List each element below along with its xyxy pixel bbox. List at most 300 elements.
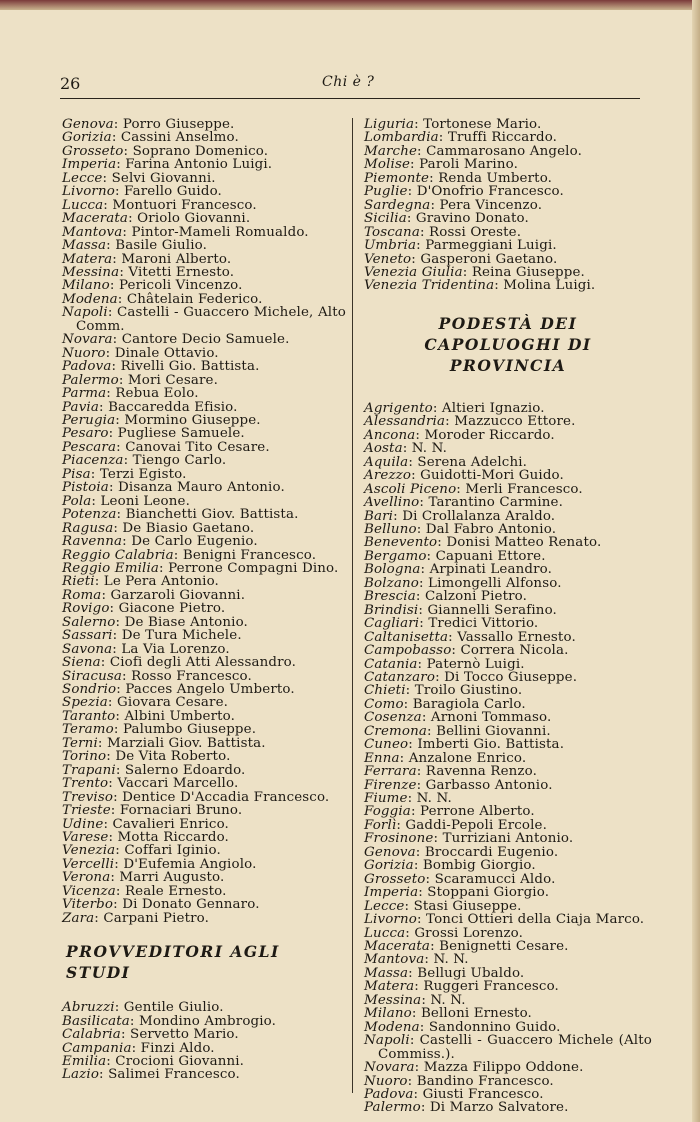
list-item: Piacenza: Tiengo Carlo. xyxy=(62,453,227,469)
entry-name: Porro Giuseppe. xyxy=(122,117,235,132)
entry-name: Crocioni Giovanni. xyxy=(115,1054,245,1069)
entry-name: Coffari Iginio. xyxy=(124,843,221,859)
list-item: Molise: Paroli Marino. xyxy=(364,157,518,173)
entry-name: Fornaciari Bruno. xyxy=(119,803,243,819)
entry-place: Livorno xyxy=(364,912,417,928)
entry-name: Arnoni Tommaso. xyxy=(430,710,552,726)
entry-name: Troilo Giustino. xyxy=(414,683,523,699)
entry-place: Alessandria xyxy=(364,414,446,430)
entry-place: Lecce xyxy=(364,898,405,914)
list-item: Veneto: Gasperoni Gaetano. xyxy=(364,251,558,267)
entry-name: Paroli Marino. xyxy=(419,157,518,173)
entry-place: Livorno xyxy=(62,184,115,200)
entry-name: N. N. xyxy=(433,952,469,968)
entry-place: Pescara xyxy=(62,439,117,455)
entry-place: Ragusa xyxy=(62,520,114,536)
entry-place: Catania xyxy=(364,656,418,672)
entry-place: Perugia xyxy=(62,412,116,428)
entry-place: Fiume xyxy=(364,791,408,807)
list-item: Teramo: Palumbo Giuseppe. xyxy=(62,722,257,738)
entry-name: Vassallo Ernesto. xyxy=(457,629,576,645)
entry-name: Di Marzo Salvatore. xyxy=(429,1100,569,1116)
list-item: Puglie: D'Onofrio Francesco. xyxy=(364,184,564,200)
list-item: Sardegna: Pera Vincenzo. xyxy=(364,197,543,213)
entry-name: Serena Adelchi. xyxy=(417,454,528,470)
entry-name: Ciofi degli Atti Alessandro. xyxy=(109,655,297,671)
list-item: Spezia: Giovara Cesare. xyxy=(62,695,229,711)
entry-place: Macerata xyxy=(62,211,129,227)
entry-place: Matera xyxy=(364,979,415,995)
entry-place: Ancona xyxy=(364,427,416,443)
entry-name: Dentice D'Accadia Francesco. xyxy=(122,789,330,805)
list-item: Venezia Giulia: Reina Giuseppe. xyxy=(364,264,585,280)
entry-name: Perrone Compagni Dino. xyxy=(168,560,339,576)
entry-name: Broccardi Eugenio. xyxy=(424,844,559,860)
list-item: Matera: Ruggeri Francesco. xyxy=(364,979,559,995)
list-item: Cuneo: Imberti Gio. Battista. xyxy=(364,737,565,753)
entry-place: Reggio Calabria xyxy=(62,547,174,563)
entry-place: Sicilia xyxy=(364,211,407,227)
entry-place: Puglie xyxy=(364,184,408,200)
entry-place: Rieti xyxy=(62,574,95,590)
entry-name: De Biasio Gaetano. xyxy=(122,520,255,536)
list-item: Brescia: Calzoni Pietro. xyxy=(364,589,528,605)
entry-place: Gorizia xyxy=(62,130,112,146)
entry-name: Turriziani Antonio. xyxy=(442,831,574,847)
entry-place: Frosinone xyxy=(364,831,434,847)
entry-place: Ascoli Piceno xyxy=(364,481,457,497)
entry-name: Molina Luigi. xyxy=(503,278,596,294)
list-item: Agrigento: Altieri Ignazio. xyxy=(364,400,545,416)
entry-place: Piacenza xyxy=(62,453,124,469)
entry-name: Bellugi Ubaldo. xyxy=(417,965,525,981)
list-item: Cosenza: Arnoni Tommaso. xyxy=(364,710,552,726)
list-item: Milano: Belloni Ernesto. xyxy=(364,1006,532,1022)
entry-name: Guidotti-Mori Guido. xyxy=(420,468,564,484)
list-item: Arezzo: Guidotti-Mori Guido. xyxy=(364,468,564,484)
list-item: Sicilia: Gravino Donato. xyxy=(364,211,529,227)
provveditori-continued-list xyxy=(364,118,652,293)
entry-place: Campobasso xyxy=(364,643,452,659)
list-item: Lecce: Selvi Giovanni. xyxy=(62,170,216,186)
list-item: Modena: Châtelain Federico. xyxy=(62,291,263,307)
entry-name: Farina Antonio Luigi. xyxy=(125,157,273,173)
entry-name: Grossi Lorenzo. xyxy=(414,925,524,941)
list-item: Gorizia: Bombig Giorgio. xyxy=(364,858,536,874)
list-item: Varese: Motta Riccardo. xyxy=(62,830,229,846)
list-item: Messina: Vitetti Ernesto. xyxy=(62,264,235,280)
podesta-list xyxy=(364,402,652,1115)
list-item: Enna: Anzalone Enrico. xyxy=(364,750,527,766)
entry-place: Lucca xyxy=(364,925,406,941)
entry-name: N. N. xyxy=(411,441,448,457)
entry-place: Novara xyxy=(364,1060,415,1076)
entry-name: Mondino Ambrogio. xyxy=(138,1013,277,1029)
list-item: Grosseto: Scaramucci Aldo. xyxy=(364,871,556,887)
list-item: Bari: Di Crollalanza Araldo. xyxy=(364,508,556,524)
entry-place: Cremona xyxy=(364,723,427,739)
list-item: Vicenza: Reale Ernesto. xyxy=(62,883,227,899)
entry-place: Salerno xyxy=(62,614,116,630)
entry-place: Ferrara xyxy=(364,764,417,780)
entry-name: Marziali Giov. Battista. xyxy=(106,735,266,751)
entry-place: Catanzaro xyxy=(364,669,436,685)
list-item: Genova: Porro Giuseppe. xyxy=(62,117,235,132)
list-item: Calabria: Servetto Mario. xyxy=(62,1027,239,1043)
entry-place: Ravenna xyxy=(62,534,123,550)
prefetti-list xyxy=(62,118,346,925)
list-item: Venezia Tridentina: Molina Luigi. xyxy=(364,278,596,294)
entry-place: Parma xyxy=(62,386,107,402)
list-item: Udine: Cavalieri Enrico. xyxy=(62,816,229,832)
entry-place: Teramo xyxy=(62,722,114,738)
entry-name: Anzalone Enrico. xyxy=(408,750,527,766)
entry-place: Bologna xyxy=(364,562,421,578)
list-item: Modena: Sandonnino Guido. xyxy=(364,1019,561,1035)
right-column xyxy=(364,118,652,1115)
list-item: Palermo: Mori Cesare. xyxy=(62,372,219,388)
entry-place: Venezia Giulia xyxy=(364,264,463,280)
entry-place: Lombardia xyxy=(364,130,439,146)
page-header xyxy=(60,72,640,99)
entry-place: Nuoro xyxy=(364,1073,408,1089)
entry-name: Merli Francesco. xyxy=(465,481,583,497)
entry-place: Trieste xyxy=(62,803,111,819)
entry-place: Avellino xyxy=(364,495,420,511)
list-item: Bolzano: Limongelli Alfonso. xyxy=(364,575,562,591)
entry-name: Truffi Riccardo. xyxy=(447,130,558,146)
entry-name: Ravenna Renzo. xyxy=(425,764,538,780)
list-item: Pavia: Baccaredda Efisio. xyxy=(62,399,238,415)
list-item: Abruzzi: Gentile Giulio. xyxy=(62,1000,224,1016)
entry-name: Cavalieri Enrico. xyxy=(112,816,229,832)
entry-name: Stoppani Giorgio. xyxy=(427,885,550,901)
entry-place: Basilicata xyxy=(62,1013,130,1029)
entry-name: Reale Ernesto. xyxy=(124,883,227,899)
list-item: Torino: De Vita Roberto. xyxy=(62,749,231,765)
entry-name: Castelli - Guaccero Michele, Alto Comm. xyxy=(76,305,346,334)
entry-name: N. N. xyxy=(430,992,466,1008)
list-item: Liguria: Tortonese Mario. xyxy=(364,117,542,132)
list-item: Nuoro: Bandino Francesco. xyxy=(364,1073,554,1089)
entry-name: Moroder Riccardo. xyxy=(424,427,555,443)
entry-place: Bari xyxy=(364,508,394,524)
list-item: Livorno: Farello Guido. xyxy=(62,184,222,200)
entry-place: Toscana xyxy=(364,224,420,240)
entry-place: Rovigo xyxy=(62,601,110,617)
entry-name: Perrone Alberto. xyxy=(420,804,535,820)
list-item: Fiume: N. N. xyxy=(364,791,452,807)
entry-name: D'Onofrio Francesco. xyxy=(416,184,564,200)
list-item: Mantova: N. N. xyxy=(364,952,469,968)
list-item: Zara: Carpani Pietro. xyxy=(62,910,210,926)
entry-place: Pisa xyxy=(62,466,91,482)
entry-name: Baccaredda Efisio. xyxy=(108,399,238,415)
list-item: Campobasso: Correra Nicola. xyxy=(364,643,569,659)
entry-place: Bolzano xyxy=(364,575,419,591)
entry-name: Belloni Ernesto. xyxy=(420,1006,532,1022)
entry-place: Forlì xyxy=(364,817,397,833)
list-item: Treviso: Dentice D'Accadia Francesco. xyxy=(62,789,330,805)
entry-name: Pugliese Samuele. xyxy=(117,426,245,442)
list-item: Nuoro: Dinale Ottavio. xyxy=(62,345,219,361)
entry-name: Palumbo Giuseppe. xyxy=(122,722,257,738)
entry-place: Benevento xyxy=(364,535,438,551)
entry-name: Gaddi-Pepoli Ercole. xyxy=(405,817,548,833)
list-item: Basilicata: Mondino Ambrogio. xyxy=(62,1013,277,1029)
entry-name: Scaramucci Aldo. xyxy=(434,871,556,887)
entry-name: Tonci Ottieri della Ciaja Marco. xyxy=(426,912,645,928)
entry-name: Gravino Donato. xyxy=(415,211,529,227)
entry-name: Pericoli Vincenzo. xyxy=(118,278,243,294)
entry-place: Padova xyxy=(364,1087,414,1102)
entry-name: Servetto Mario. xyxy=(130,1027,239,1043)
entry-place: Arezzo xyxy=(364,468,412,484)
entry-place: Pavia xyxy=(62,399,99,415)
entry-name: Disanza Mauro Antonio. xyxy=(118,480,285,496)
entry-name: Renda Umberto. xyxy=(438,170,553,186)
list-item: Imperia: Farina Antonio Luigi. xyxy=(62,157,273,173)
entry-place: Brescia xyxy=(364,589,416,605)
list-item: Belluno: Dal Fabro Antonio. xyxy=(364,521,557,537)
entry-place: Brindisi xyxy=(364,602,419,618)
entry-place: Piemonte xyxy=(364,170,430,186)
entry-place: Umbria xyxy=(364,238,417,254)
list-item: Foggia: Perrone Alberto. xyxy=(364,804,535,820)
entry-name: Mormino Giuseppe. xyxy=(124,412,261,428)
entry-name: Farello Guido. xyxy=(124,184,222,200)
entry-place: Abruzzi xyxy=(62,1000,115,1016)
list-item: Perugia: Mormino Giuseppe. xyxy=(62,412,261,428)
entry-name: Correra Nicola. xyxy=(460,643,569,659)
list-item: Como: Baragiola Carlo. xyxy=(364,696,526,712)
entry-name: Bandino Francesco. xyxy=(416,1073,554,1089)
entry-place: Emilia xyxy=(62,1054,107,1069)
list-item: Catania: Paternò Luigi. xyxy=(364,656,525,672)
list-item: Bergamo: Capuani Ettore. xyxy=(364,548,546,564)
entry-name: Stasi Giuseppe. xyxy=(413,898,522,914)
list-item: Cremona: Bellini Giovanni. xyxy=(364,723,551,739)
entry-place: Vicenza xyxy=(62,883,116,899)
entry-name: De Tura Michele. xyxy=(121,628,242,644)
list-item: Aquila: Serena Adelchi. xyxy=(364,454,528,470)
list-item: Pistoia: Disanza Mauro Antonio. xyxy=(62,480,285,496)
entry-place: Pola xyxy=(62,493,92,509)
entry-place: Cagliari xyxy=(364,616,420,632)
list-item: Terni: Marziali Giov. Battista. xyxy=(62,735,266,751)
list-item: Firenze: Garbasso Antonio. xyxy=(364,777,553,793)
entry-name: Rossi Oreste. xyxy=(429,224,522,240)
list-item: Roma: Garzaroli Giovanni. xyxy=(62,587,246,603)
entry-place: Viterbo xyxy=(62,897,114,913)
entry-name: Basile Giulio. xyxy=(115,238,208,254)
entry-place: Matera xyxy=(62,251,113,267)
entry-name: Le Pera Antonio. xyxy=(103,574,219,590)
entry-name: Garzaroli Giovanni. xyxy=(110,587,246,603)
entry-place: Molise xyxy=(364,157,411,173)
entry-place: Genova xyxy=(62,117,114,132)
list-item: Vercelli: D'Eufemia Angiolo. xyxy=(62,856,257,872)
list-item: Chieti: Troilo Giustino. xyxy=(364,683,523,699)
page-number: 26 xyxy=(60,74,81,93)
list-item: Caltanisetta: Vassallo Ernesto. xyxy=(364,629,576,645)
entry-place: Venezia Tridentina xyxy=(364,278,495,294)
entry-name: Selvi Giovanni. xyxy=(111,170,216,186)
entry-place: Pistoia xyxy=(62,480,109,496)
entry-place: Zara xyxy=(62,910,95,926)
list-item: Ferrara: Ravenna Renzo. xyxy=(364,764,538,780)
section-heading-podesta-text: PODESTÀ DEI CAPOLUOGHI DI PROVINCIA xyxy=(424,313,592,375)
entry-name: Canovai Tito Cesare. xyxy=(125,439,270,455)
list-item: Ascoli Piceno: Merli Francesco. xyxy=(364,481,583,497)
entry-name: Tarantino Carmine. xyxy=(428,495,564,511)
entry-name: Reina Giuseppe. xyxy=(471,264,585,280)
entry-place: Napoli xyxy=(62,305,108,321)
entry-place: Massa xyxy=(364,965,409,981)
entry-place: Aquila xyxy=(364,454,409,470)
entry-name: Di Crollalanza Araldo. xyxy=(402,508,556,524)
entry-name: Castelli - Guaccero Michele (Alto Commiss.). xyxy=(378,1033,652,1062)
entry-place: Torino xyxy=(62,749,107,765)
list-item: Venezia: Coffari Iginio. xyxy=(62,843,221,859)
list-item: Umbria: Parmeggiani Luigi. xyxy=(364,238,557,254)
list-item: Lombardia: Truffi Riccardo. xyxy=(364,130,558,146)
list-item: Macerata: Oriolo Giovanni. xyxy=(62,211,251,227)
list-item: Verona: Marri Augusto. xyxy=(62,870,225,886)
entry-name: Cantore Decio Samuele. xyxy=(121,332,290,348)
entry-name: Paternò Luigi. xyxy=(426,656,525,672)
list-item: Reggio Emilia: Perrone Compagni Dino. xyxy=(62,560,339,576)
entry-name: Imberti Gio. Battista. xyxy=(417,737,565,753)
entry-place: Marche xyxy=(364,143,418,159)
list-item: Macerata: Benignetti Cesare. xyxy=(364,939,569,955)
left-column xyxy=(62,118,346,1082)
entry-place: Sardegna xyxy=(364,197,431,213)
list-item: Marche: Cammarosano Angelo. xyxy=(364,143,582,159)
entry-place: Milano xyxy=(62,278,110,294)
entry-name: Bombig Giorgio. xyxy=(422,858,536,874)
list-item: Napoli: Castelli - Guaccero Michele (Alto Commiss.). xyxy=(364,1033,652,1062)
entry-name: Benigni Francesco. xyxy=(182,547,317,563)
page-right-edge xyxy=(692,0,700,1122)
entry-place: Roma xyxy=(62,587,102,603)
entry-name: Carpani Pietro. xyxy=(103,910,210,926)
entry-place: Lazio xyxy=(62,1067,100,1083)
entry-name: Giusti Francesco. xyxy=(422,1087,544,1102)
entry-name: Châtelain Federico. xyxy=(126,291,263,307)
list-item: Gorizia: Cassini Anselmo. xyxy=(62,130,239,146)
entry-name: Tredici Vittorio. xyxy=(428,616,539,632)
entry-name: La Via Lorenzo. xyxy=(121,641,230,657)
list-item: Imperia: Stoppani Giorgio. xyxy=(364,885,550,901)
list-item: Lucca: Montuori Francesco. xyxy=(62,197,257,213)
entry-name: Montuori Francesco. xyxy=(112,197,257,213)
entry-place: Imperia xyxy=(62,157,117,173)
list-item: Reggio Calabria: Benigni Francesco. xyxy=(62,547,317,563)
list-item: Novara: Cantore Decio Samuele. xyxy=(62,332,290,348)
entry-place: Nuoro xyxy=(62,345,106,361)
entry-place: Varese xyxy=(62,830,109,846)
list-item: Rovigo: Giacone Pietro. xyxy=(62,601,226,617)
entry-place: Enna xyxy=(364,750,400,766)
list-item: Pola: Leoni Leone. xyxy=(62,493,191,509)
entry-place: Treviso xyxy=(62,789,114,805)
list-item: Padova: Rivelli Gio. Battista. xyxy=(62,359,260,375)
entry-place: Grosseto xyxy=(364,871,426,887)
entry-name: Maroni Alberto. xyxy=(121,251,232,267)
entry-name: N. N. xyxy=(416,791,452,807)
entry-name: Garbasso Antonio. xyxy=(425,777,553,793)
entry-name: Gentile Giulio. xyxy=(123,1000,224,1016)
entry-place: Potenza xyxy=(62,507,117,523)
list-item: Napoli: Castelli - Guaccero Michele, Alto Comm. xyxy=(62,305,346,334)
entry-name: Bellini Giovanni. xyxy=(436,723,551,739)
entry-place: Trento xyxy=(62,776,109,792)
list-item: Pisa: Terzi Egisto. xyxy=(62,466,187,482)
entry-place: Taranto xyxy=(62,708,116,724)
list-item: Potenza: Bianchetti Giov. Battista. xyxy=(62,507,299,523)
entry-name: Pera Vincenzo. xyxy=(439,197,543,213)
entry-place: Spezia xyxy=(62,695,108,711)
list-item: Livorno: Tonci Ottieri della Ciaja Marco. xyxy=(364,912,645,928)
entry-place: Aosta xyxy=(364,441,403,457)
list-item: Matera: Maroni Alberto. xyxy=(62,251,232,267)
entry-name: Pintor-Mameli Romualdo. xyxy=(131,224,309,240)
entry-place: Messina xyxy=(364,992,422,1008)
entry-place: Belluno xyxy=(364,521,417,537)
provveditori-list xyxy=(62,1001,346,1082)
entry-name: Sandonnino Guido. xyxy=(428,1019,561,1035)
entry-place: Udine xyxy=(62,816,104,832)
entry-name: Rebua Eolo. xyxy=(115,386,199,402)
list-item: Lazio: Salimei Francesco. xyxy=(62,1067,240,1083)
list-item: Piemonte: Renda Umberto. xyxy=(364,170,553,186)
entry-name: Baragiola Carlo. xyxy=(412,696,526,712)
list-item: Frosinone: Turriziani Antonio. xyxy=(364,831,574,847)
entry-place: Lucca xyxy=(62,197,104,213)
entry-place: Vercelli xyxy=(62,856,115,872)
entry-place: Siracusa xyxy=(62,668,123,684)
entry-name: Altieri Ignazio. xyxy=(441,400,545,416)
list-item: Siracusa: Rosso Francesco. xyxy=(62,668,252,684)
entry-name: Rosso Francesco. xyxy=(131,668,252,684)
entry-name: Giannelli Serafino. xyxy=(427,602,557,618)
entry-place: Macerata xyxy=(364,939,431,955)
list-item: Rieti: Le Pera Antonio. xyxy=(62,574,219,590)
list-item: Toscana: Rossi Oreste. xyxy=(364,224,522,240)
list-item: Salerno: De Biase Antonio. xyxy=(62,614,248,630)
list-item: Messina: N. N. xyxy=(364,992,466,1008)
list-item: Siena: Ciofi degli Atti Alessandro. xyxy=(62,655,297,671)
page-top-edge xyxy=(0,0,700,10)
entry-name: Salerno Edoardo. xyxy=(124,762,246,778)
entry-name: Benignetti Cesare. xyxy=(439,939,569,955)
entry-place: Messina xyxy=(62,264,120,280)
list-item: Savona: La Via Lorenzo. xyxy=(62,641,230,657)
entry-place: Savona xyxy=(62,641,113,657)
entry-place: Sassari xyxy=(62,628,113,644)
entry-name: Vitetti Ernesto. xyxy=(128,264,235,280)
list-item: Forlì: Gaddi-Pepoli Ercole. xyxy=(364,817,548,833)
entry-name: Limongelli Alfonso. xyxy=(428,575,562,591)
list-item: Massa: Bellugi Ubaldo. xyxy=(364,965,525,981)
entry-place: Trapani xyxy=(62,762,116,778)
entry-name: Capuani Ettore. xyxy=(435,548,546,564)
entry-name: Mazzucco Ettore. xyxy=(454,414,576,430)
entry-place: Veneto xyxy=(364,251,412,267)
list-item: Benevento: Donisi Matteo Renato. xyxy=(364,535,602,551)
entry-name: De Carlo Eugenio. xyxy=(131,534,258,550)
